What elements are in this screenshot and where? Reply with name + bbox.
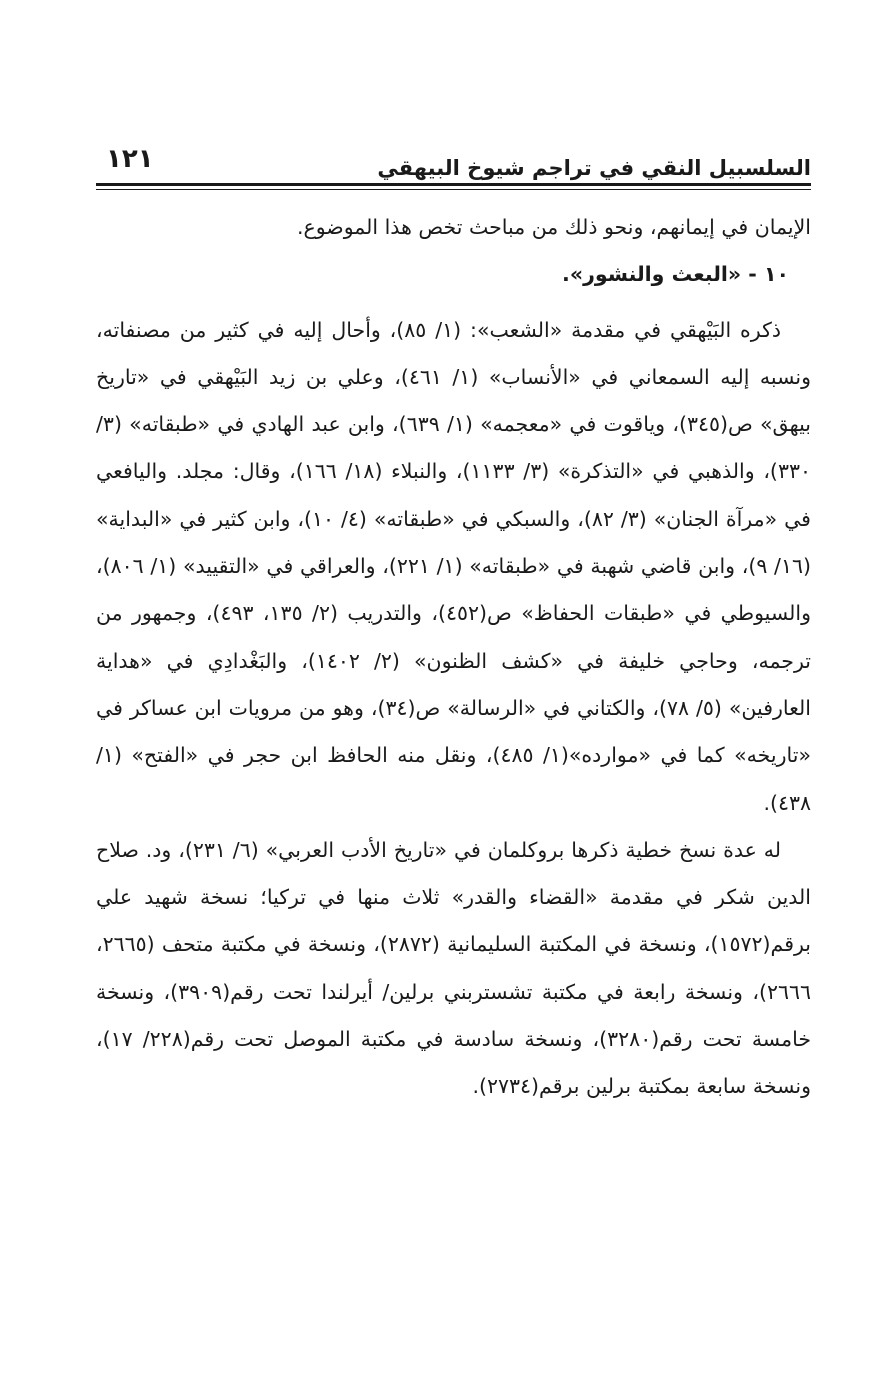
header-rule bbox=[96, 183, 811, 186]
running-header-title: السلسبيل النقي في تراجم شيوخ البيهقي bbox=[377, 156, 811, 180]
section-heading: ١٠ - «البعث والنشور». bbox=[562, 262, 789, 287]
page-number: ١٢١ bbox=[106, 144, 154, 174]
page-body bbox=[96, 204, 811, 1111]
paragraph-manuscripts: له عدة نسخ خطية ذكرها بروكلمان في «تاريخ الأدب العربي» (٦/ ٢٣١)، ود. صلاح الدين شكر في مقدمة «القضاء والقدر» ثلاث منها في تركيا؛ نسخة شهيد علي برقم(١٥٧٢)، ونسخة في المكتبة السليمانية (٢٨٧٢)، ونسخة في مكتبة متحف (٢٦٦٥، ٢٦٦٦)، ونسخة رابعة في مكتبة تشستربني برلين/ أيرلندا تحت رقم(٣٩٠٩)، ونسخة خامسة تحت رقم(٣٢٨٠)، ونسخة سادسة في مكتبة الموصل تحت رقم(٢٢٨/ ١٧)، ونسخة سابعة بمكتبة برلين برقم(٢٧٣٤). bbox=[96, 837, 812, 1099]
book-page bbox=[96, 138, 811, 1389]
intro-line: الإيمان في إيمانهم، ونحو ذلك من مباحث تخص هذا الموضوع. bbox=[296, 215, 811, 239]
running-header bbox=[96, 138, 811, 186]
paragraph-references: ذكره البَيْهقي في مقدمة «الشعب»: (١/ ٨٥)، وأحال إليه في كثير من مصنفاته، ونسبه إليه السمعاني في «الأنساب» (١/ ٤٦١)، وعلي بن زيد البَيْهقي في «تاريخ بيهق» ص(٣٤٥)، وياقوت في «معجمه» (١/ ٦٣٩)، وابن عبد الهادي في «طبقاته» (٣/ ٣٣٠)، والذهبي في «التذكرة» (٣/ ١١٣٣)، والنبلاء (١٨/ ١٦٦)، وقال: مجلد. واليافعي في «مرآة الجنان» (٣/ ٨٢)، والسبكي في «طبقاته» (٤/ ١٠)، وابن كثير في «البداية» (١٦/ ٩)، وابن قاضي شهبة في «طبقاته» (١/ ٢٢١)، والعراقي في «التقييد» (١/ ٨٠٦)، والسيوطي في «طبقات الحفاظ» ص(٤٥٢)، والتدريب (٢/ ١٣٥، ٤٩٣)، وجمهور من ترجمه، وحاجي خليفة في «كشف الظنون» (٢/ ١٤٠٢)، والبَغْدادِي في «هداية العارفين» (٥/ ٧٨)، والكتاني في «الرسالة» ص(٣٤)، وهو من مرويات ابن عساكر في «تاريخه» كما في «موارده»(١/ ٤٨٥)، ونقل منه الحافظ ابن حجر في «الفتح» (١/ ٤٣٨). bbox=[96, 317, 811, 815]
header-rule-thin bbox=[96, 189, 811, 190]
